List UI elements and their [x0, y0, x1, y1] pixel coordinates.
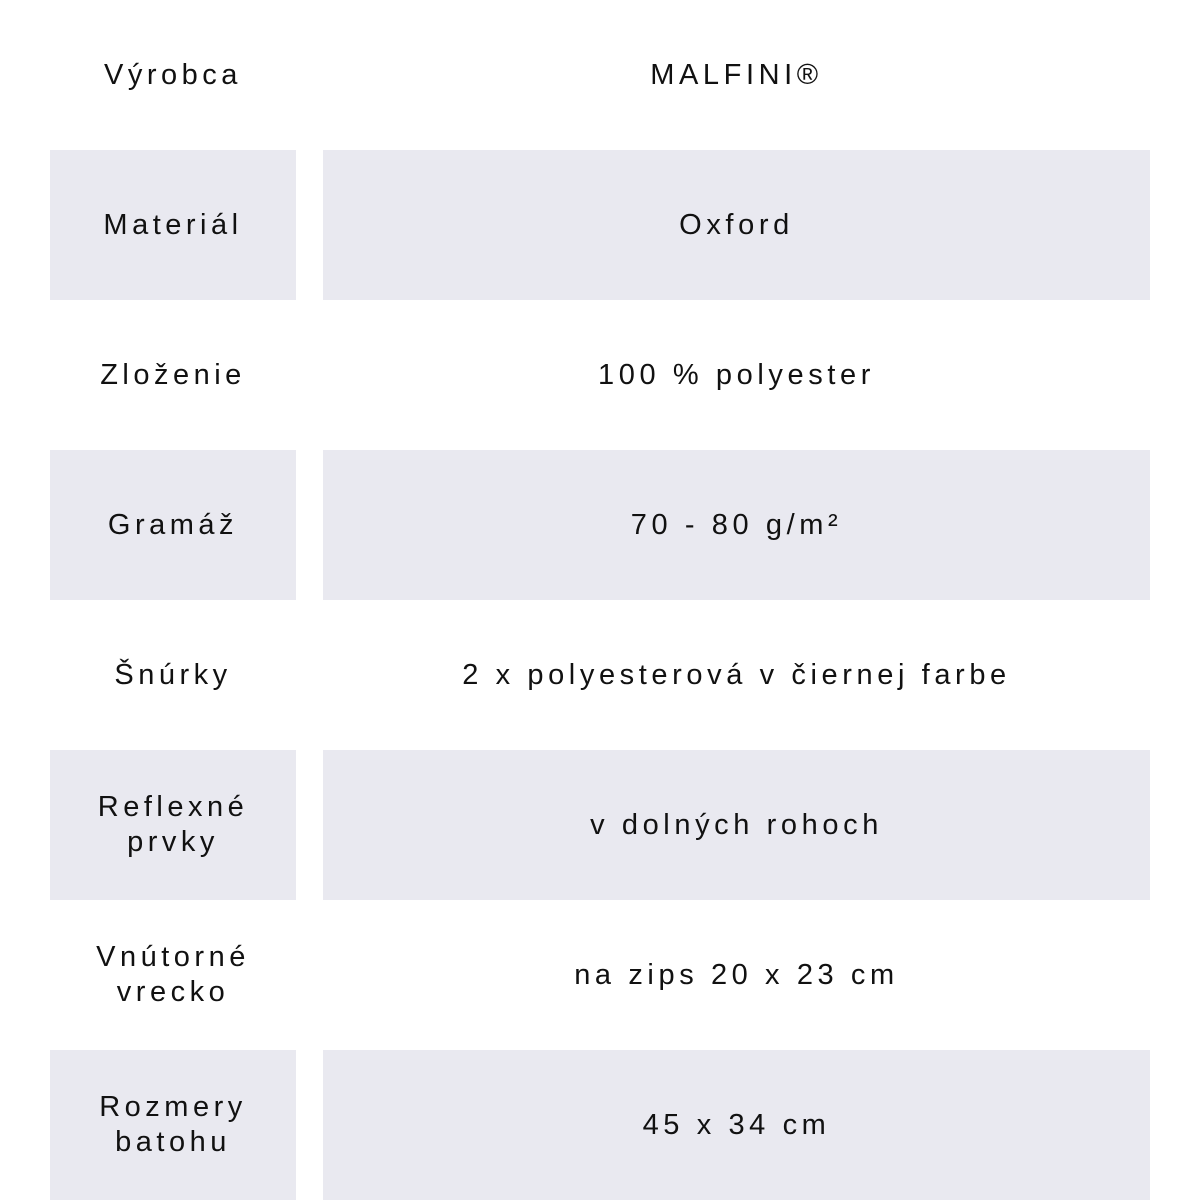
- spec-value: MALFINI®: [650, 58, 823, 91]
- spec-label-cell: [50, 750, 296, 900]
- spec-label-cell: [50, 450, 296, 600]
- spec-label-cell: [50, 1050, 296, 1200]
- spec-label: Šnúrky: [114, 658, 232, 691]
- spec-label-cell: [50, 300, 296, 450]
- spec-value-cell: [323, 150, 1150, 300]
- spec-label: Gramáž: [107, 508, 239, 541]
- spec-row-weight: [0, 450, 1200, 600]
- spec-label: Materiál: [103, 208, 243, 241]
- spec-label-cell: [50, 600, 296, 750]
- spec-value-cell: [323, 0, 1150, 150]
- spec-value-cell: [323, 900, 1150, 1050]
- spec-row-material: [0, 150, 1200, 300]
- spec-row-strings: [0, 600, 1200, 750]
- spec-label: Zloženie: [100, 358, 246, 391]
- spec-label: Reflexné prvky: [97, 791, 249, 858]
- spec-row-dimensions: [0, 1050, 1200, 1200]
- spec-value-cell: [323, 300, 1150, 450]
- spec-label: Vnútorné vrecko: [96, 941, 250, 1008]
- spec-row-composition: [0, 300, 1200, 450]
- spec-value-cell: [323, 1050, 1150, 1200]
- spec-value-cell: [323, 750, 1150, 900]
- spec-value: Oxford: [679, 208, 794, 241]
- spec-value: 70 - 80 g/m²: [630, 508, 843, 541]
- spec-value: na zips 20 x 23 cm: [574, 958, 899, 991]
- spec-row-inner-pocket: [0, 900, 1200, 1050]
- spec-value: v dolných rohoch: [590, 808, 883, 841]
- spec-value-cell: [323, 600, 1150, 750]
- spec-row-reflective: [0, 750, 1200, 900]
- spec-label-cell: [50, 150, 296, 300]
- spec-value: 45 x 34 cm: [642, 1108, 831, 1141]
- spec-value: 2 x polyesterová v čiernej farbe: [462, 658, 1011, 691]
- spec-row-manufacturer: [0, 0, 1200, 150]
- spec-value-cell: [323, 450, 1150, 600]
- spec-label: Rozmery batohu: [99, 1091, 247, 1158]
- spec-label-cell: [50, 900, 296, 1050]
- spec-label: Výrobca: [104, 58, 242, 91]
- spec-value: 100 % polyester: [598, 358, 875, 391]
- spec-label-cell: [50, 0, 296, 150]
